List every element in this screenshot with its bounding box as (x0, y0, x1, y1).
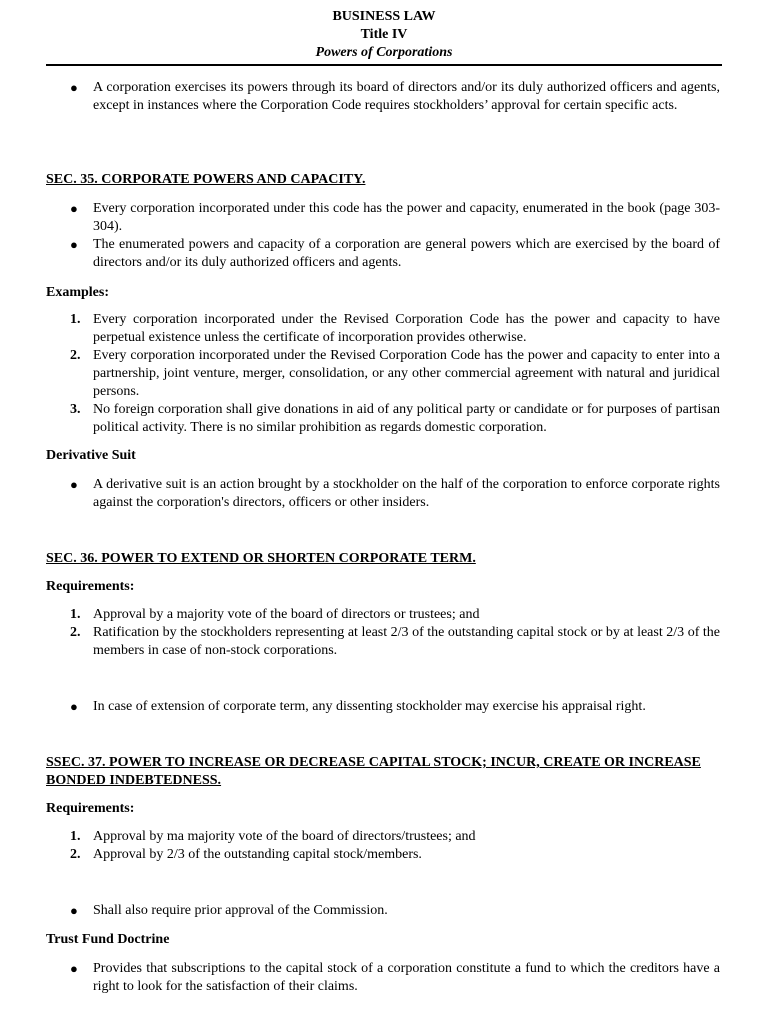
header-subtitle: Title IV (360, 27, 408, 42)
intro-bullet-text: A corporation exercises its powers through its board of directors and/or its duly authorized officers and agents, except in instances where the Corporation Code requires stockholders’ approval for certain specific acts. (93, 80, 720, 113)
example-number: 3. (70, 402, 81, 417)
requirement-number: 2. (70, 625, 81, 640)
bullet-icon: ● (70, 699, 78, 714)
sec35-bullet-2: The enumerated powers and capacity of a corporation are general powers which are exercised by the board of directors and/or its duly authorized officers and agents. (93, 237, 720, 270)
example-number: 1. (70, 312, 81, 327)
example-item-3: No foreign corporation shall give donations in aid of any political party or candidate or for purposes of partisan political activity. There is no similar prohibition as regards domestic corporation. (93, 402, 720, 435)
sec37-requirement-1: Approval by ma majority vote of the board of directors/trustees; and (93, 829, 476, 844)
example-number: 2. (70, 348, 81, 363)
sec37-requirements-label: Requirements: (46, 801, 135, 816)
header-topic: Powers of Corporations (315, 45, 453, 60)
derivative-suit-label: Derivative Suit (46, 448, 136, 463)
trust-fund-label: Trust Fund Doctrine (46, 932, 170, 947)
sec35-heading: SEC. 35. CORPORATE POWERS AND CAPACITY. (46, 172, 366, 187)
sec37-requirement-2: Approval by 2/3 of the outstanding capital stock/members. (93, 847, 422, 862)
sec36-bullet: In case of extension of corporate term, any dissenting stockholder may exercise his appraisal right. (93, 699, 646, 714)
bullet-icon: ● (70, 201, 78, 216)
trust-fund-text: Provides that subscriptions to the capital stock of a corporation constitute a fund to which the creditors have a right to look for the satisfaction of their claims. (93, 961, 720, 994)
sec36-requirement-1: Approval by a majority vote of the board of directors or trustees; and (93, 607, 480, 622)
requirement-number: 1. (70, 829, 81, 844)
page-header (46, 8, 722, 62)
bullet-icon: ● (70, 903, 78, 918)
sec36-requirements-label: Requirements: (46, 579, 135, 594)
sec37-bullet: Shall also require prior approval of the Commission. (93, 903, 388, 918)
examples-label: Examples: (46, 285, 109, 300)
bullet-icon: ● (70, 237, 78, 252)
sec36-requirement-2: Ratification by the stockholders representing at least 2/3 of the outstanding capital stock or by at least 2/3 of the members in case of non-stock corporations. (93, 625, 720, 658)
bullet-icon: ● (70, 80, 78, 95)
example-item-1: Every corporation incorporated under the Revised Corporation Code has the power and capacity to have perpetual existence unless the certificate of incorporation provides otherwise. (93, 312, 720, 345)
sec36-heading: SEC. 36. POWER TO EXTEND OR SHORTEN CORPORATE TERM. (46, 551, 476, 566)
example-item-2: Every corporation incorporated under the Revised Corporation Code has the power and capacity to enter into a partnership, joint venture, merger, consolidation, or any other commercial agreement with natural and juridical persons. (93, 348, 720, 399)
bullet-icon: ● (70, 477, 78, 492)
header-title: BUSINESS LAW (332, 9, 436, 24)
sec37-heading: SSEC. 37. POWER TO INCREASE OR DECREASE CAPITAL STOCK; INCUR, CREATE OR INCREASE BONDED INDEBTEDNESS. (46, 755, 701, 788)
derivative-suit-text: A derivative suit is an action brought by a stockholder on the half of the corporation to enforce corporate rights against the corporation's directors, officers or other insiders. (93, 477, 720, 510)
bullet-icon: ● (70, 961, 78, 976)
requirement-number: 1. (70, 607, 81, 622)
header-rule (46, 64, 722, 66)
sec35-bullet-1: Every corporation incorporated under this code has the power and capacity, enumerated in the book (page 303-304). (93, 201, 720, 234)
requirement-number: 2. (70, 847, 81, 862)
